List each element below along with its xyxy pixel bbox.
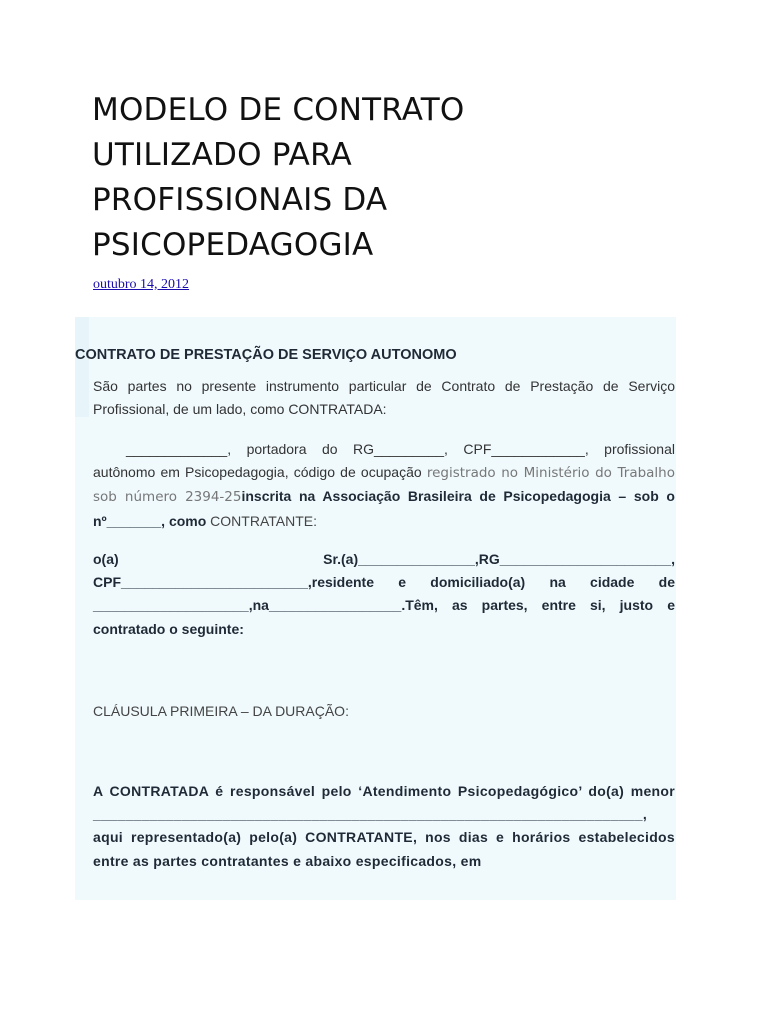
title-line: PSICOPEDAGOGIA — [92, 227, 374, 263]
association-text: inscrita na Associação Brasileira de Psicopedagogia – sob o nº_______, como — [93, 488, 675, 529]
contratada-text: _____________, portadora do RG_________, CPF____________, profissional autônomo em Psicopedagogia, código de ocupação — [93, 441, 675, 481]
clause-one-heading: CLÁUSULA PRIMEIRA – DA DURAÇÃO: — [93, 703, 349, 719]
page-title — [92, 88, 692, 268]
title-line: PROFISSIONAIS DA — [92, 182, 388, 218]
panel-accent — [75, 317, 89, 417]
contract-heading: CONTRATO DE PRESTAÇÃO DE SERVIÇO AUTONOMO — [75, 347, 457, 363]
contratante-paragraph: o(a) Sr.(a)_______________,RG______________________, CPF________________________,residente e domiciliado(a) na cidade de ____________________,na_________________.Têm, as partes, entre si, justo e contratado o seguinte: — [93, 551, 675, 637]
contratante-label: CONTRATANTE: — [206, 512, 317, 529]
registration-text: registrado no Ministério do Trabalho sob número 2394-25 — [93, 465, 675, 506]
post-date-link[interactable]: outubro 14, 2012 — [93, 277, 190, 292]
contratada-paragraph — [93, 438, 675, 533]
intro-paragraph: São partes no presente instrumento particular de Contrato de Prestação de Serviço Profissional, de um lado, como CONTRATADA: — [93, 378, 675, 418]
clause-one-paragraph: A CONTRATADA é responsável pelo ‘Atendimento Psicopedagógico’ do(a) menor ____________________________________________________________________, aqui representado(a) pelo(a) CONTRATANTE, nos dias e horários estabelecidos entre as partes contratantes e abaixo especificados, em — [93, 783, 675, 869]
title-line: MODELO DE CONTRATO — [92, 92, 465, 128]
title-line: UTILIZADO PARA — [92, 137, 352, 173]
